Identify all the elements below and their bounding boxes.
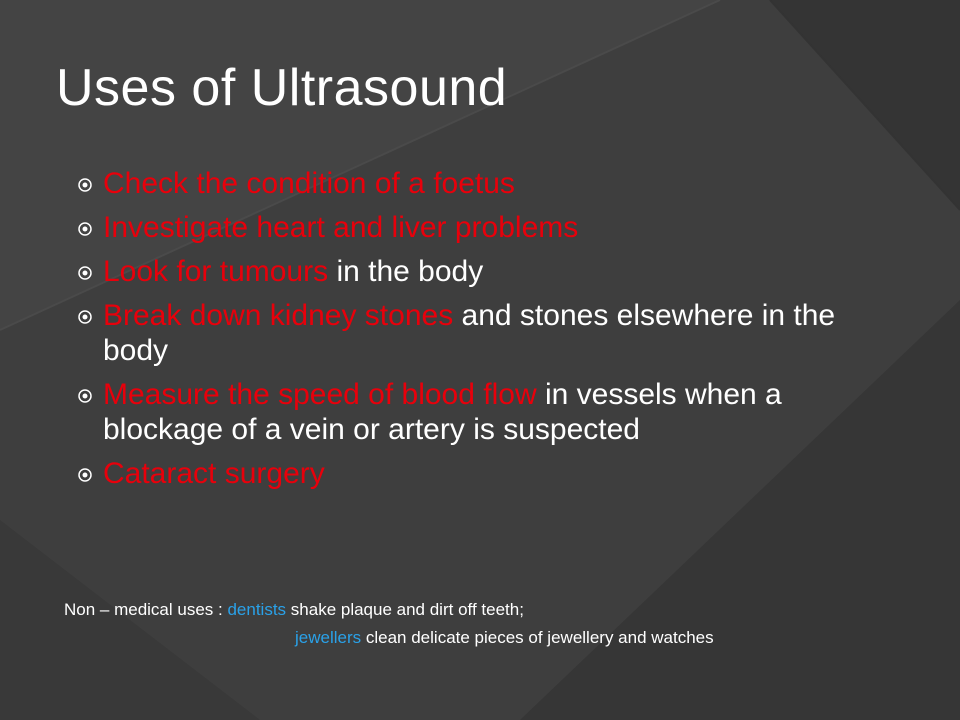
note-line-2 — [64, 624, 924, 652]
note-prefix: Non – medical uses : — [64, 600, 228, 619]
circle-target-bullet-icon — [78, 178, 92, 192]
slide-title: Uses of Ultrasound — [56, 59, 508, 117]
bullet-item — [78, 166, 878, 201]
circle-target-bullet-icon — [78, 266, 92, 280]
bullet-highlight: Measure the speed of blood flow — [103, 378, 537, 411]
note-highlight-jewellers: jewellers — [295, 628, 362, 647]
bullet-item — [78, 298, 878, 368]
non-medical-uses-note — [64, 596, 924, 652]
bullet-item — [78, 377, 878, 447]
note-text-line1: shake plaque and dirt off teeth; — [286, 600, 524, 619]
bullet-highlight: Investigate heart and liver problems — [103, 211, 579, 244]
bullet-list — [78, 166, 878, 500]
bullet-item — [78, 456, 878, 491]
bullet-highlight: Break down kidney stones — [103, 299, 454, 332]
circle-target-bullet-icon — [78, 310, 92, 324]
note-highlight-dentists: dentists — [227, 600, 287, 619]
bullet-text: and stones elsewhere in the body — [103, 299, 836, 367]
circle-target-bullet-icon — [78, 468, 92, 482]
circle-target-bullet-icon — [78, 389, 92, 403]
circle-target-bullet-icon — [78, 222, 92, 236]
bullet-highlight: Look for tumours — [103, 255, 329, 288]
bullet-highlight: Check the condition of a foetus — [103, 167, 515, 200]
bullet-item — [78, 210, 878, 245]
bullet-highlight: Cataract surgery — [103, 457, 325, 490]
bullet-text: in the body — [328, 255, 484, 288]
bullet-item — [78, 254, 878, 289]
note-text-line2: clean delicate pieces of jewellery and watches — [361, 628, 714, 647]
bullet-text: in vessels when a blockage of a vein or artery is suspected — [103, 378, 782, 446]
